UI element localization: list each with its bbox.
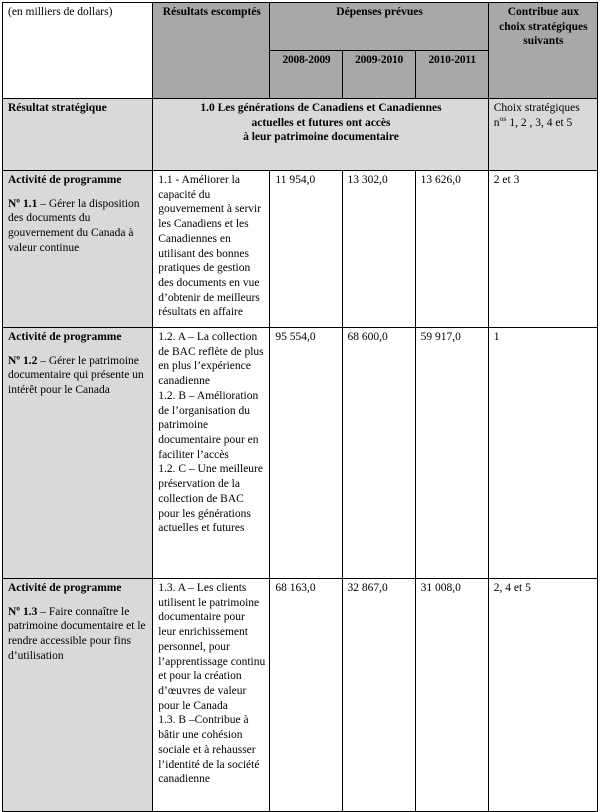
table-row (3, 171, 598, 328)
unit-note-cell: (en milliers de dollars) (3, 3, 153, 99)
activity-title-1-3: Activité de programme (8, 582, 122, 594)
expected-result-item: 1.3. B –Contribue à bâtir une cohésion sociale et à rehausser l’identité de la société canadienne (158, 714, 260, 786)
expected-result-item: 1.1 - Améliorer la capacité du gouvernement à servir les Canadiens et les Canadiennes en utilisant des bonnes pratiques de gestion des documents en vue d’obtenir de meilleurs résultats en affaire (158, 174, 262, 319)
header-year-2009-2010: 2009-2010 (342, 51, 415, 99)
strategic-result-choices (488, 99, 597, 171)
activity-number-1-3: Nº 1.3 (8, 605, 38, 618)
contributes-to-1-2: 1 (488, 328, 597, 579)
spending-1-1-2008-2009: 11 954,0 (270, 171, 342, 328)
spending-1-3-2010-2011: 31 008,0 (415, 579, 488, 812)
expected-result-item: 1.2. A – La collection de BAC reflète de plus en plus l’expérience canadienne (158, 331, 264, 388)
spending-1-1-2009-2010: 13 302,0 (342, 171, 415, 328)
contributes-to-1-1: 2 et 3 (488, 171, 597, 328)
spending-1-3-2009-2010: 32 867,0 (342, 579, 415, 812)
strategic-result-label: Résultat stratégique (3, 99, 153, 171)
contributes-to-1-3: 2, 4 et 5 (488, 579, 597, 812)
table-row (3, 579, 598, 812)
strategic-result-line-1: 1.0 Les générations de Canadiens et Canadiennes (200, 102, 442, 114)
activity-title-1-2: Activité de programme (8, 331, 122, 343)
expected-results-cell-1-3 (153, 579, 270, 812)
spending-1-2-2010-2011: 59 917,0 (415, 328, 488, 579)
activity-cell-1-3 (3, 579, 153, 812)
activity-text-1-1: – Gérer la disposition des documents du gouvernement du Canada à valeur continue (8, 197, 140, 254)
activity-number-1-2: Nº 1.2 (8, 354, 38, 367)
expected-result-item: 1.2. B – Amélioration de l’organisation du patrimoine documentaire pour en faciliter l’accès (158, 389, 259, 461)
activity-cell-1-1 (3, 171, 153, 328)
strategic-result-line-2: actuelles et futures ont accès (251, 116, 391, 129)
header-year-2008-2009: 2008-2009 (270, 51, 342, 99)
header-year-2010-2011: 2010-2011 (415, 51, 488, 99)
activity-desc-1-2 (8, 354, 148, 398)
expected-results-cell-1-1 (153, 171, 270, 328)
spending-1-3-2008-2009: 68 163,0 (270, 579, 342, 812)
expected-result-item: 1.3. A – Les clients utilisent le patrimoine documentaire pour leur enrichissement personnel, pour l’apprentissage continu et pour la création d’œuvres de valeur pour le Canada (158, 582, 266, 712)
spending-1-2-2009-2010: 68 600,0 (342, 328, 415, 579)
activity-text-1-3: – Faire connaître le patrimoine documentaire et le rendre accessible pour fins d’utilisation (8, 605, 146, 662)
expected-result-item: 1.2. C – Une meilleure préservation de la collection de BAC pour les générations actuelles et futures (158, 463, 263, 535)
activity-number-1-1: Nº 1.1 (8, 197, 38, 210)
header-expected-results: Résultats escomptés (153, 3, 270, 99)
table-row (3, 328, 598, 579)
spending-1-1-2010-2011: 13 626,0 (415, 171, 488, 328)
spending-1-2-2008-2009: 95 554,0 (270, 328, 342, 579)
planned-spending-table (2, 2, 598, 812)
strategic-result-line-3: à leur patrimoine documentaire (243, 131, 399, 144)
activity-title-1-1: Activité de programme (8, 174, 122, 186)
strategic-result-row (3, 99, 598, 171)
header-planned-spending: Dépenses prévues (270, 3, 488, 51)
strategic-choices-superscript: os (499, 113, 507, 123)
activity-desc-1-3 (8, 605, 148, 664)
activity-text-1-2: – Gérer le patrimoine documentaire qui présente un intérêt pour le Canada (8, 354, 144, 397)
strategic-choices-suffix: 1, 2 , 3, 4 et 5 (506, 116, 573, 129)
activity-desc-1-1 (8, 197, 148, 256)
activity-cell-1-2 (3, 328, 153, 579)
table-header-row-top (3, 3, 598, 51)
header-contributes-to: Contribue aux choix stratégiques suivants (488, 3, 597, 99)
strategic-choices-prefix: Choix stratégiques n (493, 102, 580, 129)
expected-results-cell-1-2 (153, 328, 270, 579)
strategic-result-statement (153, 99, 489, 171)
